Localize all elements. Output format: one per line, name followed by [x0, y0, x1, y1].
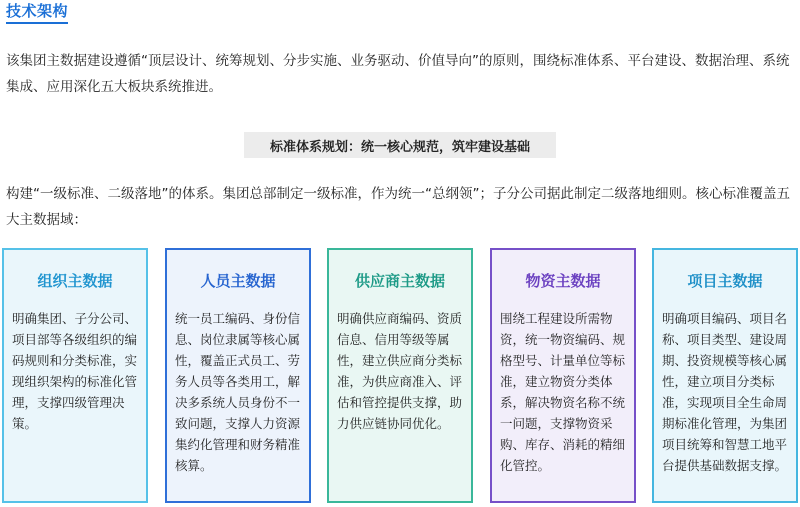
- card-title: 人员主数据: [200, 272, 276, 290]
- section-title: 技术架构: [6, 2, 69, 20]
- title-underline: [6, 22, 68, 24]
- card-project: [652, 248, 798, 503]
- card-title: 物资主数据: [525, 272, 601, 290]
- card-supplier: [327, 248, 473, 503]
- card-body: 明确集团、子分公司、项目部等各级组织的编码规则和分类标准，实现组织架构的标准化管理，支撑四级管理决策。: [12, 311, 138, 431]
- card-title: 供应商主数据: [354, 272, 445, 290]
- domain-cards: [0, 248, 800, 507]
- card-title: 项目主数据: [687, 272, 763, 290]
- intro-paragraph: 该集团主数据建设遵循“顶层设计、统筹规划、分步实施、业务驱动、价值导向”的原则，围绕标准体系、平台建设、数据治理、系统集成、应用深化五大板块系统推进。: [6, 53, 790, 95]
- subtitle-banner: 标准体系规划：统一核心规范，筑牢建设基础: [244, 132, 556, 158]
- card-body: 明确供应商编码、资质信息、信用等级等属性，建立供应商分类标准，为供应商准入、评估和管控提供支撑，助力供应链协同优化。: [337, 311, 463, 431]
- standards-paragraph: 构建“一级标准、二级落地”的体系。集团总部制定一级标准，作为统一“总纲领”；子分公司据此制定二级落地细则。核心标准覆盖五大主数据域：: [6, 186, 790, 228]
- card-personnel: [165, 248, 311, 503]
- card-body: 统一员工编码、身份信息、岗位隶属等核心属性，覆盖正式员工、劳务人员等各类用工，解决多系统人员身份不一致问题，支撑人力资源集约化管理和财务精准核算。: [175, 311, 301, 473]
- card-organization: [2, 248, 148, 503]
- card-body: 明确项目编码、项目名称、项目类型、建设周期、投资规模等核心属性，建立项目分类标准，实现项目全生命周期标准化管理，为集团项目统筹和智慧工地平台提供基础数据支撑。: [662, 311, 788, 473]
- card-body: 围绕工程建设所需物资，统一物资编码、规格型号、计量单位等标准，建立物资分类体系，解决物资名称不统一问题，支撑物资采购、库存、消耗的精细化管控。: [500, 311, 626, 473]
- card-materials: [490, 248, 636, 503]
- card-title: 组织主数据: [37, 272, 113, 290]
